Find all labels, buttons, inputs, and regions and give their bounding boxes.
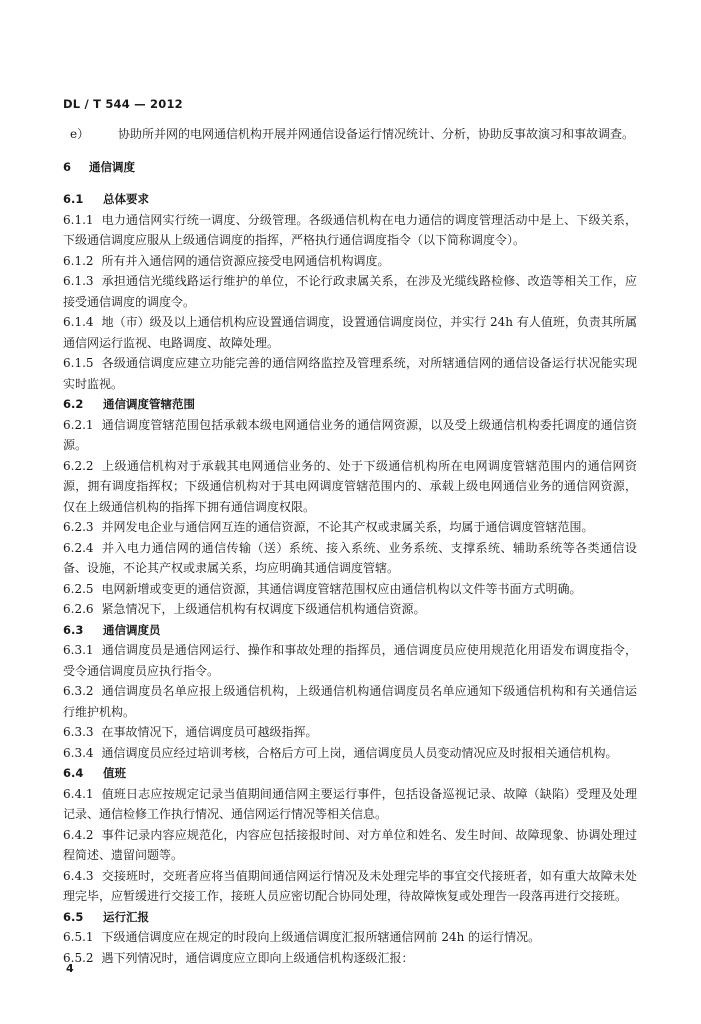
clause-text: 通信调度管辖范围包括承载本级电网通信业务的通信网资源，以及受上级通信机构委托调度的通信资源。: [63, 417, 637, 452]
clause-text: 在事故情况下，通信调度员可越级指挥。: [101, 725, 318, 739]
subsection-title: 值班: [103, 766, 126, 780]
clause-text: 承担通信光缆线路运行维护的单位，不论行政隶属关系，在涉及光缆线路检修、改造等相关工作，应接受通信调度的调度令。: [63, 274, 637, 309]
document-body: [63, 124, 637, 968]
clause-6-1-3: [63, 271, 637, 312]
clause-text: 紧急情况下，上级通信机构有权调度下级通信机构通信资源。: [101, 602, 426, 616]
clause-text: 交接班时，交班者应将当值期间通信网运行情况及未处理完毕的事宜交代接班者，如有重大故障未处理完毕，应暂缓进行交接工作，接班人员应密切配合协同处理，待故障恢复或处理告一段落再进行交接班。: [63, 868, 637, 903]
subsection-title: 通信调度员: [103, 622, 161, 637]
subsection-number: 6.1: [63, 192, 84, 206]
clause-text: 值班日志应按规定记录当值期间通信网主要运行事件，包括设备巡视记录、故障（缺陷）受理及处理记录、通信检修工作执行情况、通信网运行情况等相关信息。: [63, 786, 637, 821]
clause-number: 6.2.3: [63, 520, 94, 534]
subsection-heading-6-5: [63, 907, 637, 928]
clause-text: 事件记录内容应规范化，内容应包括接报时间、对方单位和姓名、发生时间、故障现象、协调处理过程简述、遗留问题等。: [63, 827, 637, 862]
clause-number: 6.3.3: [63, 725, 94, 739]
clause-6-2-2: [63, 456, 637, 518]
clause-number: 6.4.2: [63, 827, 94, 842]
clause-number: 6.1.2: [63, 253, 94, 268]
standard-code: DL / T 544 — 2012: [63, 97, 183, 111]
clause-text: 各级通信调度应建立功能完善的通信网络监控及管理系统，对所辖通信网的通信设备运行状况能实现实时监视。: [63, 356, 637, 391]
clause-number: 6.2.2: [63, 458, 94, 473]
clause-number: 6.1.1: [63, 212, 94, 227]
item-text: 协助所并网的电网通信机构开展并网通信设备运行情况统计、分析，协助反事故演习和事故调查。: [118, 127, 635, 141]
clause-6-4-1: [63, 784, 637, 825]
clause-number: 6.5.2: [63, 950, 94, 965]
subsection-number: 6.5: [63, 909, 84, 924]
clause-6-2-1: [63, 415, 637, 456]
clause-number: 6.3.1: [63, 643, 94, 657]
clause-text: 电网新增或变更的通信资源，其通信调度管辖范围权应由通信机构以文件等书面方式明确。: [101, 581, 582, 596]
clause-text: 所有并入通信网的通信资源应接受电网通信机构调度。: [101, 253, 390, 268]
clause-number: 6.3.2: [63, 684, 94, 698]
clause-number: 6.4.3: [63, 868, 94, 883]
clause-number: 6.4.1: [63, 786, 94, 801]
clause-number: 6.2.4: [63, 540, 94, 555]
clause-number: 6.2.5: [63, 581, 94, 596]
clause-number: 6.1.3: [63, 274, 94, 288]
clause-6-1-5: [63, 353, 637, 394]
clause-text: 上级通信机构对于承载其电网通信业务的、处于下级通信机构所在电网调度管辖范围内的通信网资源，拥有调度指挥权；下级通信机构对于其电网调度管辖范围内的、承载上级电网通信业务的通信网资源，仅在上级通信机构的指挥下拥有通信调度权限。: [63, 458, 637, 514]
subsection-heading-6-3: [63, 620, 637, 641]
subsection-heading-6-4: [63, 763, 637, 784]
clause-6-5-2: [63, 948, 637, 969]
clause-text: 并网发电企业与通信网互连的通信资源，不论其产权或隶属关系，均属于通信调度管辖范围。: [101, 520, 594, 534]
clause-text: 下级通信调度应在规定的时段向上级通信调度汇报所辖通信网前 24h 的运行情况。: [101, 930, 541, 944]
clause-6-2-6: [63, 599, 637, 620]
clause-number: 6.1.4: [63, 315, 94, 329]
clause-6-5-1: [63, 927, 637, 948]
clause-text: 通信调度员是通信网运行、操作和事故处理的指挥员，通信调度员应使用规范化用语发布调度指令，受令通信调度员应执行指令。: [63, 643, 637, 678]
clause-text: 地（市）级及以上通信机构应设置通信调度，设置通信调度岗位，并实行 24h 有人值班，负责其所属通信网运行监视、电路调度、故障处理。: [63, 315, 637, 350]
subsection-heading-6-1: [63, 189, 637, 210]
clause-text: 并入电力通信网的通信传输（送）系统、接入系统、业务系统、支撑系统、辅助系统等各类通信设备、设施，不论其产权或隶属关系，均应明确其通信调度管辖。: [63, 540, 637, 575]
subsection-title: 通信调度管辖范围: [103, 397, 195, 411]
clause-6-1-1: [63, 210, 637, 251]
clause-6-3-4: [63, 743, 637, 764]
list-item-e: [63, 124, 637, 145]
item-label: e）: [70, 127, 90, 141]
clause-6-2-3: [63, 517, 637, 538]
section-title: 通信调度: [89, 159, 135, 174]
clause-text: 通信调度员名单应报上级通信机构，上级通信机构通信调度员名单应通知下级通信机构和有关通信运行维护机构。: [63, 684, 637, 719]
section-heading-6: [63, 157, 637, 178]
subsection-heading-6-2: [63, 394, 637, 415]
subsection-number: 6.4: [63, 766, 84, 780]
clause-number: 6.2.1: [63, 417, 94, 432]
clause-6-4-3: [63, 866, 637, 907]
clause-text: 电力通信网实行统一调度、分级管理。各级通信机构在电力通信的调度管理活动中是上、下级关系，下级通信调度应服从上级通信调度的指挥，严格执行通信调度指令（以下简称调度令）。: [63, 212, 637, 247]
clause-6-3-1: [63, 640, 637, 681]
page-number: 4: [66, 962, 74, 975]
clause-text: 遇下列情况时，通信调度应立即向上级通信机构逐级汇报：: [101, 950, 414, 965]
subsection-title: 总体要求: [103, 192, 149, 206]
clause-number: 6.1.5: [63, 356, 94, 370]
clause-6-2-5: [63, 579, 637, 600]
subsection-number: 6.3: [63, 622, 84, 637]
clause-number: 6.2.6: [63, 602, 94, 616]
clause-number: 6.3.4: [63, 745, 94, 760]
section-number: 6: [63, 159, 72, 174]
clause-6-4-2: [63, 825, 637, 866]
clause-text: 通信调度员应经过培训考核，合格后方可上岗，通信调度员人员变动情况应及时报相关通信机构。: [101, 745, 618, 760]
subsection-title: 运行汇报: [103, 909, 149, 924]
clause-6-3-2: [63, 681, 637, 722]
clause-6-3-3: [63, 722, 637, 743]
clause-6-1-4: [63, 312, 637, 353]
clause-6-1-2: [63, 251, 637, 272]
subsection-number: 6.2: [63, 397, 84, 411]
clause-number: 6.5.1: [63, 930, 94, 944]
clause-6-2-4: [63, 538, 637, 579]
